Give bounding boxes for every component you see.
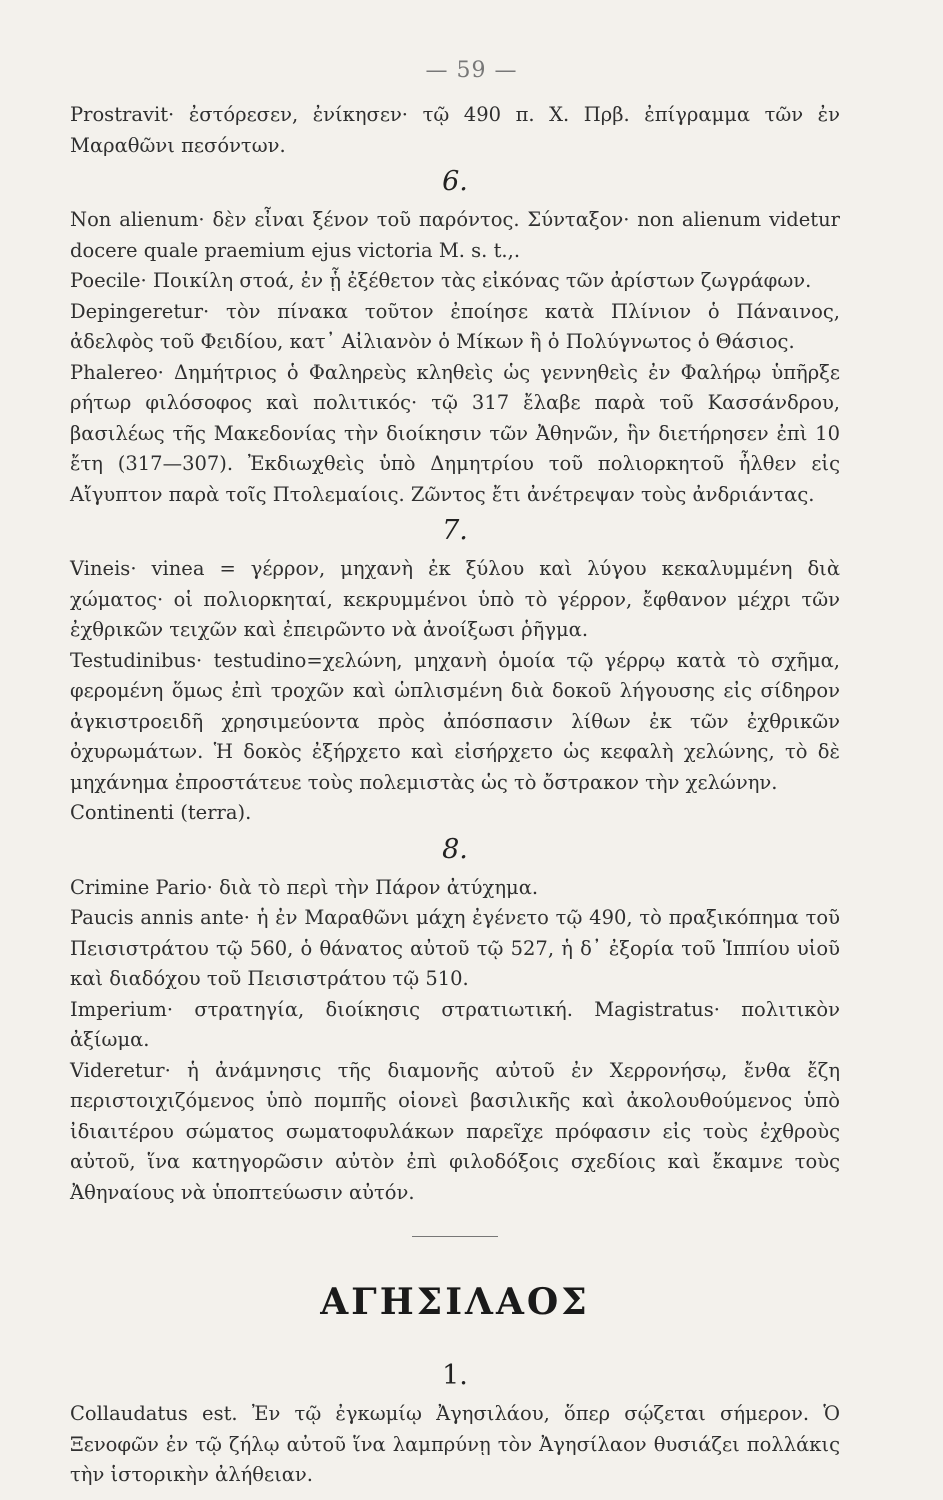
commentary-paragraph: Poecile· Ποικίλη στοά, ἐν ᾗ ἐξέθετον τὰς εἰκόνας τῶν ἀρίστων ζωγράφων. [70,269,812,292]
commentary-paragraph: Depingeretur· τὸν πίνακα τοῦτον ἐποίησε κατὰ Πλίνιον ὁ Πάναινος, ἀδελφὸς τοῦ Φειδίου, κατ᾽ Αἰλιανὸν ὁ Μίκων ἢ ὁ Πολύγνωτος ὁ Θάσιος. [70,299,840,353]
page-number: — 59 — [425,58,518,83]
commentary-paragraph: Crimine Pario· διὰ τὸ περὶ τὴν Πάρον ἀτύχημα. [70,875,539,899]
page-body [70,100,840,1491]
section-divider [412,1236,498,1237]
commentary-paragraph: Testudinibus· testudino=χελώνη, μηχανὴ ὁμοία τῷ γέρρῳ κατὰ τὸ σχῆμα, φερομένη ὅμως ἐπὶ τροχῶν καὶ ὡπλισμένη διὰ δοκοῦ λήγουσης εἰς σίδηρον ἀγκιστροειδῆ χρησιμεύοντα πρὸς ἀπόσπασιν λίθων ἐκ τῶν ἐχθρικῶν ὀχυρωμάτων. Ἡ δοκὸς ἐξήρχετο καὶ εἰσήρχετο ὡς κεφαλὴ χελώνης, τὸ δὲ μηχάνημα ἐπροστάτευε τοὺς πολεμιστὰς ὡς τὸ ὄστρακον τὴν χελώνην. [70,648,840,794]
section-number: 7. [442,515,468,546]
commentary-paragraph: Phalereo· Δημήτριος ὁ Φαληρεὺς κληθεὶς ὡς γεννηθεὶς ἐν Φαλήρῳ ὑπῆρξε ρήτωρ φιλόσοφος καὶ πολιτικός· τῷ 317 ἔλαβε παρὰ τοῦ Κασσάνδρου, βασιλέως τῆς Μακεδονίας τὴν διοίκησιν τῶν Ἀθηνῶν, ἣν διετήρησεν ἐπὶ 10 ἔτη (317—307). Ἐκδιωχθεὶς ὑπὸ Δημητρίου τοῦ πολιορκητοῦ ἦλθεν εἰς Αἴγυπτον παρὰ τοῖς Πτολεμαίοις. Ζῶντος ἔτι ἀνέτρεψαν τοὺς ἀνδριάντας. [70,360,840,506]
section-number: 1. [442,1360,468,1391]
commentary-paragraph: Collaudatus est. Ἐν τῷ ἐγκωμίῳ Ἀγησιλάου, ὅπερ σῴζεται σήμερον. Ὁ Ξενοφῶν ἐν τῷ ζήλῳ αὐτοῦ ἵνα λαμπρύνῃ τὸν Ἀγησίλαον θυσιάζει πολλάκις τὴν ἱστορικὴν ἀλήθειαν. [70,1402,840,1486]
commentary-paragraph: Non alienum· δὲν εἶναι ξένον τοῦ παρόντος. Σύνταξον· non alienum videtur docere quale praemium ejus victoria M. s. t.,. [70,208,840,262]
commentary-paragraph: Prostravit· ἐστόρεσεν, ἐνίκησεν· τῷ 490 π. Χ. Πρβ. ἐπίγραμμα τῶν ἐν Μαραθῶνι πεσόντων. [70,103,840,157]
commentary-paragraph: Continenti (terra). [70,801,252,824]
chapter-title: ΑΓΗΣΙΛΑΟΣ [320,1281,590,1323]
section-number: 8. [442,833,468,865]
commentary-paragraph: Imperium· στρατηγία, διοίκησις στρατιωτική. Magistratus· πολιτικὸν ἀξίωμα. [70,997,840,1051]
commentary-paragraph: Videretur· ἡ ἀνάμνησις τῆς διαμονῆς αὐτοῦ ἐν Χερρονήσῳ, ἔνθα ἔζη περιστοιχιζόμενος ὑπὸ πομπῆς οἱονεὶ βασιλικῆς καὶ ἀκολουθούμενος ὑπὸ ἰδιαιτέρου σώματος σωματοφυλάκων παρεῖχε πρόφασιν εἰς τοὺς ἐχθροὺς αὐτοῦ, ἵνα κατηγορῶσιν αὐτὸν ἐπὶ φιλοδόξοις σχεδίοις καὶ ἔκαμνε τοὺς Ἀθηναίους νὰ ὑποπτεύωσιν αὐτόν. [70,1058,840,1204]
section-number: 6. [442,166,468,197]
commentary-paragraph: Paucis annis ante· ἡ ἐν Μαραθῶνι μάχη ἐγένετο τῷ 490, τὸ πραξικόπημα τοῦ Πεισιστράτου τῷ 560, ὁ θάνατος αὐτοῦ τῷ 527, ἡ δ᾽ ἐξορία τοῦ Ἱππίου υἱοῦ καὶ διαδόχου τοῦ Πεισιστράτου τῷ 510. [70,906,840,990]
commentary-paragraph: Vineis· vinea = γέρρον, μηχανὴ ἐκ ξύλου καὶ λύγου κεκαλυμμένη διὰ χώματος· οἱ πολιορκηταί, κεκρυμμένοι ὑπὸ τὸ γέρρον, ἔφθανον μέχρι τῶν ἐχθρικῶν τειχῶν καὶ ἐπειρῶντο νὰ ἀνοίξωσι ῥῆγμα. [70,557,840,641]
